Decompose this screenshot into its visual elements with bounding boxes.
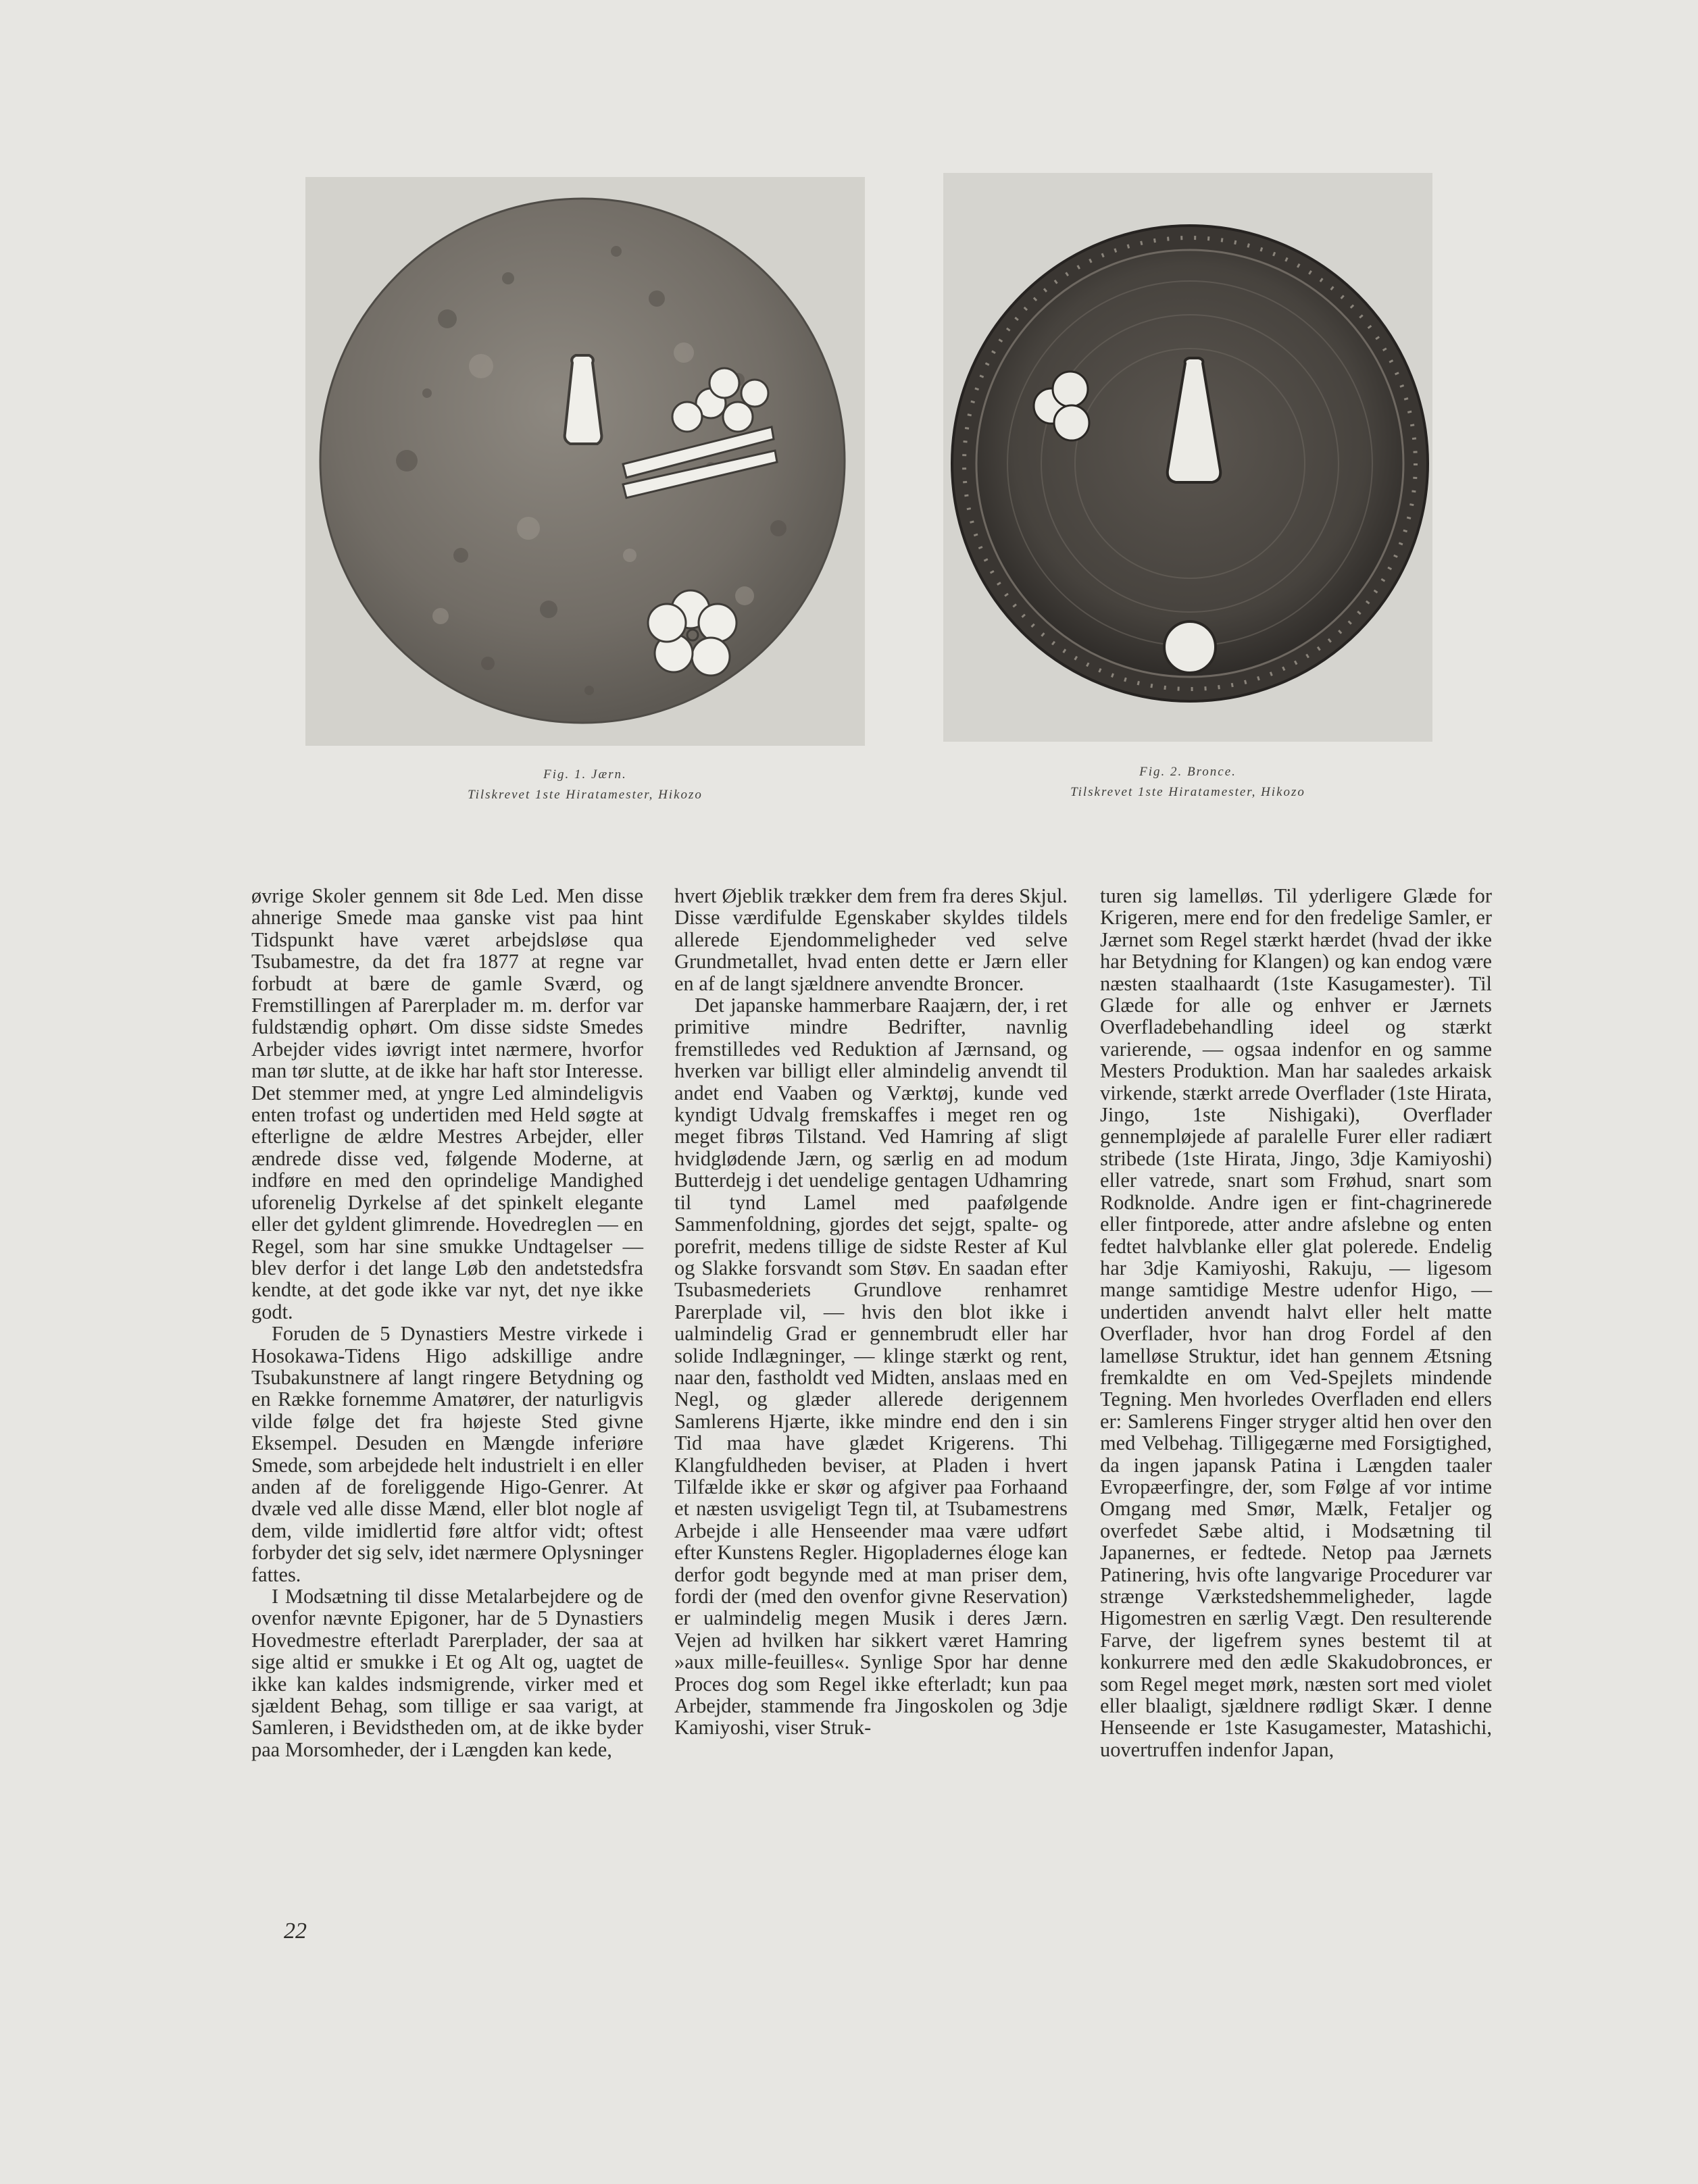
figure-2-caption [943,762,1432,803]
paragraph: I Modsætning til disse Metalarbejdere og de ovenfor nævnte Epigoner, har de 5 Dynastiers Hovedmestre efterladt Parerplader, der saa at sige altid er smukke i Et og Alt og, uagtet de ikke kan kaldes indsmigrende, virker med et sjældent Behag, som tillige er saa varigt, at Samleren, i Bevidstheden om, at de ikke byder paa Morsomheder, der i Længden kan kede, [251,1585,643,1761]
figure-1-image [305,177,865,746]
paragraph: Foruden de 5 Dynastiers Mestre virkede i Hosokawa-Tidens Higo adskillige andre Tsubakunstnere af langt ringere Betydning og en Række fornemme Amatører, der naturligvis vilde følge det fra højeste Sted givne Eksempel. Desuden en Mængde inferiøre Smede, som arbejdede helt industrielt i en eller anden af de foreliggende Higo-Genrer. At dvæle ved alle disse Mænd, eller blot nogle af dem, vilde imidlertid føre altfor vidt; oftest forbyder det sig selv, idet nærmere Oplysninger fattes. [251,1322,643,1586]
page-number: 22 [284,1919,307,1944]
bronze-tsuba-illustration [943,173,1432,742]
figure-1-caption-attribution: Tilskrevet 1ste Hiratamester, Hikozo [468,788,703,802]
text-column-1 [251,885,643,1760]
figure-1-caption-title: Fig. 1. Jærn. [543,767,627,782]
figure-2-caption-title: Fig. 2. Bronce. [1139,765,1237,779]
paragraph: øvrige Skoler gennem sit 8de Led. Men disse ahnerige Smede maa ganske vist paa hint Tidspunkt have været arbejdsløse qua Tsubamestre, da det fra 1877 at regne var forbudt at bære de gamle Sværd, og Fremstillingen af Parerplader m. m. derfor var fuldstændig ophørt. Om disse sidste Smedes Arbejder vides iøvrigt intet nærmere, hvorfor man tør slutte, at de ikke har haft stor Interesse. Det stemmer med, at yngre Led almindeligvis enten trofast og undertiden med Held søgte at efterligne de ældre Mestres Arbejder, eller ændrede disse ved, følgende Moderne, at indføre en med den oprindelige Mandighed uforenelig Dyrkelse af det spinkelt elegante eller det gyldent glimrende. Hovedreglen — en Regel, som har sine smukke Undtagelser — blev derfor i det lange Løb den andetstedsfra kendte, at det gode ikke var nyt, det nye ikke godt. [251,884,643,1323]
figure-1-caption [305,765,865,805]
figure-2-caption-attribution: Tilskrevet 1ste Hiratamester, Hikozo [1070,785,1305,799]
iron-tsuba-illustration [305,177,865,746]
text-column-2 [674,885,1068,1739]
paragraph: turen sig lamelløs. Til yderligere Glæde for Krigeren, mere end for den fredelige Samler, er Jærnet som Regel stærkt hærdet (hvad der ikke har Betydning for Klangen) og kan endog være næsten staalhaardt (1ste Kasugamester). Til Glæde for alle og enhver er Jærnets Overfladebehandling ideel og stærkt varierende, — ogsaa indenfor en og samme Mesters Produktion. Man har saaledes arkaisk virkende, stærkt arrede Overflader (1ste Hirata, Jingo, 1ste Nishigaki), Overflader gennempløjede af paralelle Furer eller radiært stribede (1ste Hirata, Jingo, 3dje Kamiyoshi) eller vatrede, snart som Frøhud, snart som Rodknolde. Andre igen er fint-chagrinerede eller fintporede, atter andre afslebne og enten fedtet halvblanke eller glat polerede. Endelig har 3dje Kamiyoshi, Rakuju, — ligesom mange samtidige Mestre udenfor Higo, — undertiden anvendt halvt eller helt matte Overflader, hvor han drog Fordel af den lamelløse Struktur, idet han gennem Ætsning fremkaldte en om Ved-Spejlets mindende Tegning. Men hvorledes Overfladen end ellers er: Samlerens Finger stryger altid hen over den med Velbehag. Tilligegærne med Forsigtighed, da ingen japansk Patina i Længden taaler Evropæerfingre, der, som Følge af vor intime Omgang med Smør, Mælk, Fetaljer og overfedet Sæbe altid, i Modsætning til Japanernes, er fedtede. Netop paa Jærnets Patinering, hvis ofte langvarige Procedurer var strænge Værkstedshemmeligheder, lagde Higomestren en særlig Vægt. Den resulterende Farve, der ligefrem synes bestemt til at konkurrere med den ædle Skakudobronces, er som Regel meget mørk, næsten sort med violet eller blaaligt, sjældnere rødligt Skær. I denne Henseende er 1ste Kasugamester, Matashichi, uovertruffen indenfor Japan, [1100,884,1492,1761]
paragraph: hvert Øjeblik trækker dem frem fra deres Skjul. Disse værdifulde Egenskaber skyldes tildels allerede Ejendommeligheder ved selve Grundmetallet, hvad enten dette er Jærn eller en af de langt sjældnere anvendte Broncer. [674,884,1068,995]
paragraph: Det japanske hammerbare Raajærn, der, i ret primitive mindre Bedrifter, navnlig fremstilledes ved Reduktion af Jærnsand, og hverken var billigt eller almindelig anvendt til andet end Vaaben og Værktøj, kunde ved kyndigt Udvalg fremskaffes i meget ren og meget fibrøs Tilstand. Ved Hamring af sligt hvidglødende Jærn, og særlig en ad modum Butterdejg i det uendelige gentagen Udhamring til tynd Lamel med paafølgende Sammenfoldning, gjordes det sejgt, spalte- og porefrit, medens tillige de sidste Rester af Kul og Slakke forsvandt som Støv. En saadan efter Tsubasmederiets Grundlove renhamret Parerplade vil, — hvis den blot ikke i ualmindelig Grad er gennembrudt eller har solide Indlægninger, — klinge stærkt og rent, naar den, fastholdt ved Midten, anslaas med en Negl, og glæder allerede derigennem Samlerens Hjærte, ikke mindre end den i sin Tid maa have glædet Krigerens. Thi Klangfuldheden beviser, at Pladen i hvert Tilfælde ikke er skør og afgiver paa Forhaand et næsten usvigeligt Tegn til, at Tsubamestrens Arbejde i alle Henseender maa være udført efter Kunstens Regler. Higopladernes éloge kan derfor godt begynde med at man priser dem, fordi der (med den ovenfor givne Reservation) er ualmindelig megen Musik i deres Jærn. Vejen ad hvilken har sikkert været Hamring »aux mille-feuilles«. Synlige Spor har denne Proces dog som Regel ikke efterladt; kun paa Arbejder, stammende fra Jingoskolen og 3dje Kamiyoshi, viser Struk- [674,994,1068,1739]
figure-2-image [943,173,1432,742]
text-column-3 [1100,885,1492,1760]
